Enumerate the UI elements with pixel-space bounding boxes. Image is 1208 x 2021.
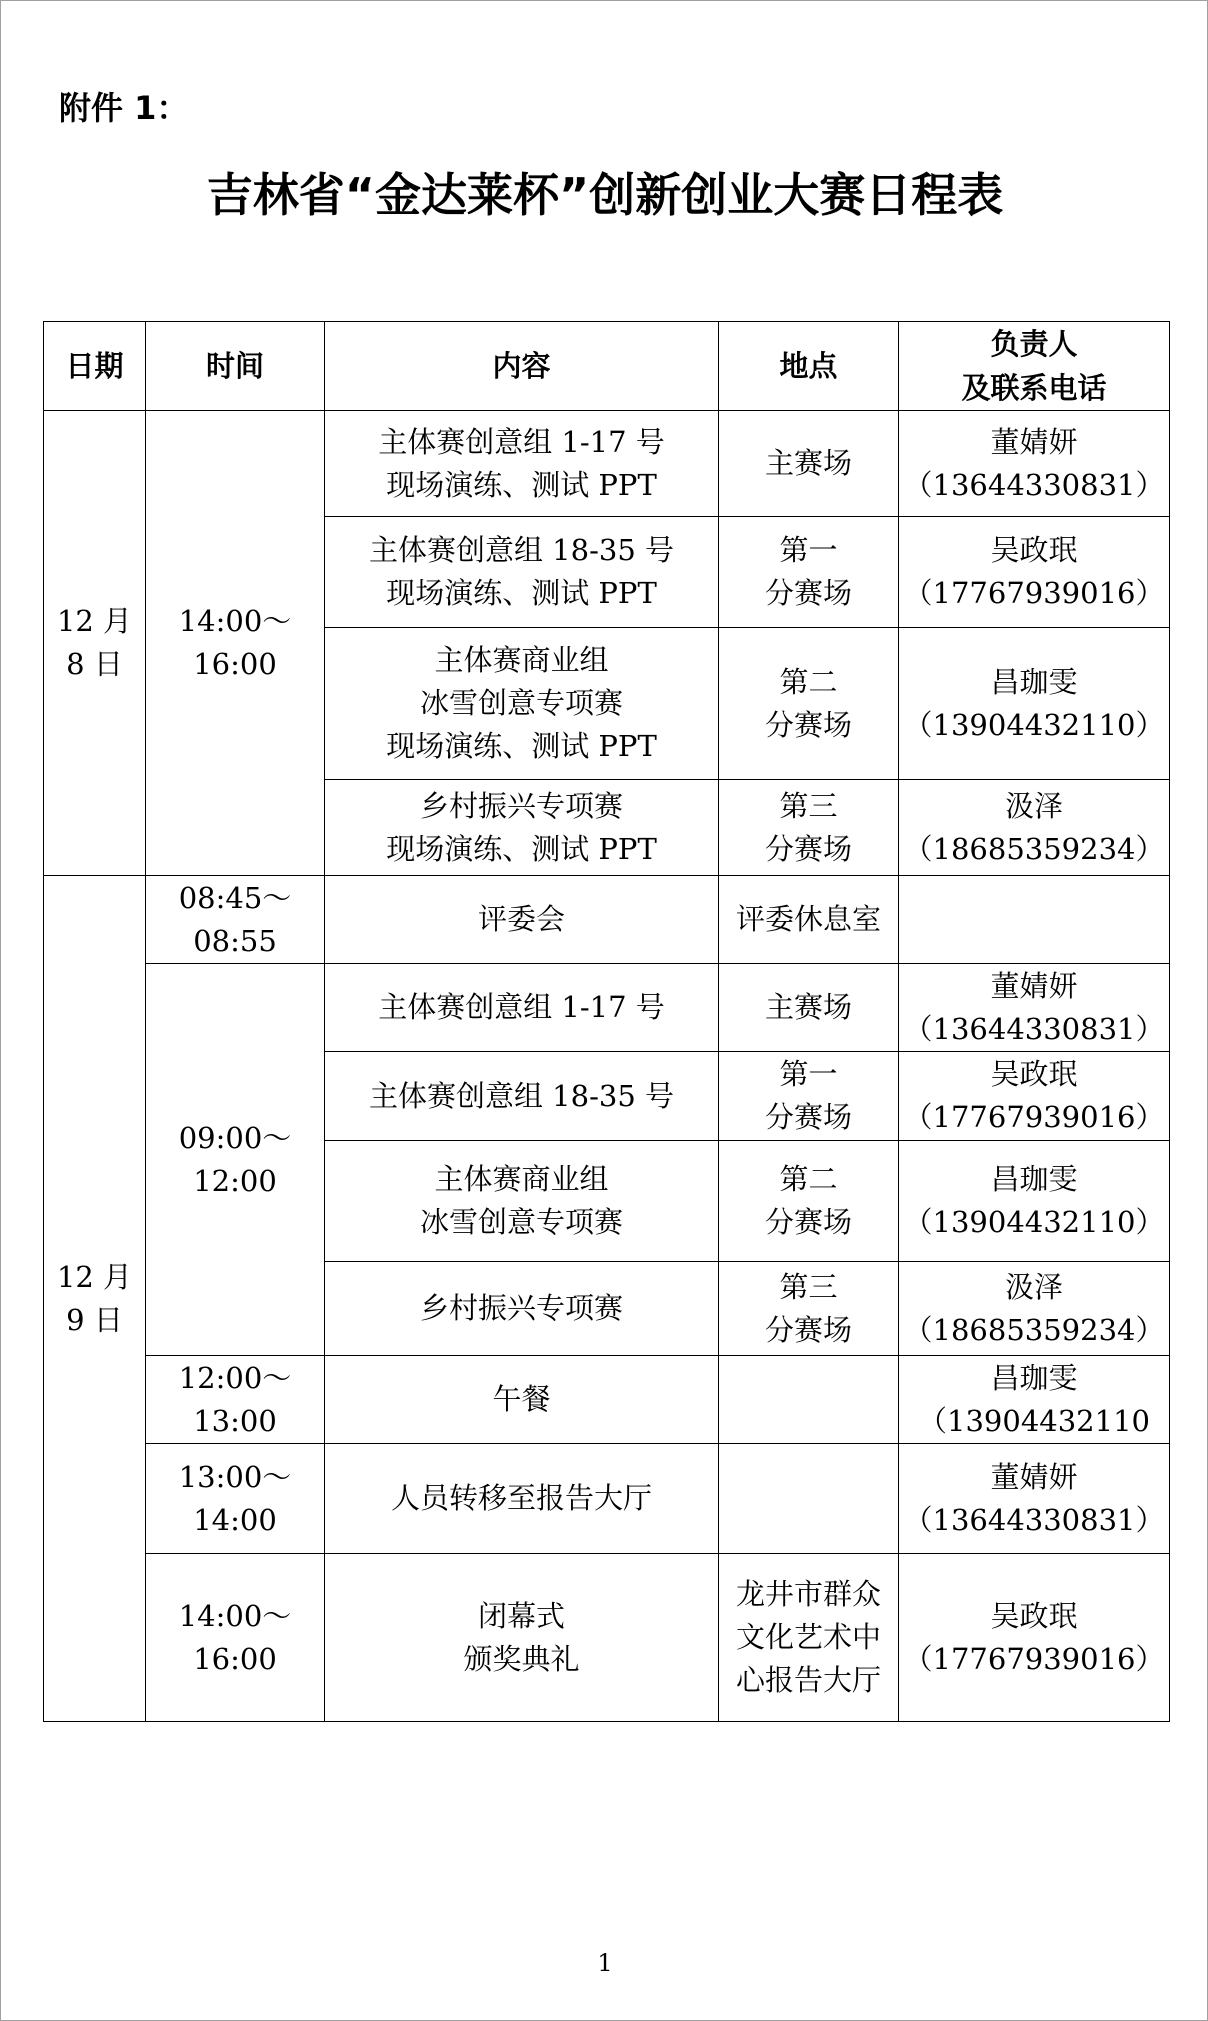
contact-line: 昌珈雯 (990, 1360, 1078, 1395)
content-line: 现场演练、测试 PPT (386, 831, 657, 866)
page-number: 1 (597, 1949, 613, 1977)
header-content: 内容 (325, 322, 719, 411)
contact-cell (899, 1356, 1170, 1444)
content-line: 评委会 (477, 902, 565, 936)
contact-cell (899, 1554, 1170, 1722)
time-cell (146, 411, 325, 876)
venue-cell (719, 1356, 899, 1444)
time-line1: 08:45～ (178, 880, 292, 915)
venue-cell (719, 1554, 899, 1722)
time-line2: 16:00 (193, 647, 277, 681)
venue-cell (719, 411, 899, 517)
content-cell (325, 1356, 719, 1444)
time-line1: 13:00～ (178, 1459, 292, 1494)
attachment-label: 附件 1： (59, 89, 189, 127)
date-line2: 9 日 (66, 1302, 123, 1337)
venue-line: 第一 (779, 533, 838, 567)
content-cell (325, 1554, 719, 1722)
content-line: 午餐 (492, 1382, 551, 1416)
venue-cell (719, 517, 899, 628)
content-line: 乡村振兴专项赛 (419, 788, 623, 823)
venue-line: 第三 (779, 788, 838, 823)
time-line1: 14:00～ (178, 1598, 292, 1633)
contact-cell (899, 1262, 1170, 1356)
contact-line: （13904432110 (918, 1403, 1150, 1438)
contact-line: 昌珈雯 (990, 664, 1078, 699)
table-row (44, 1554, 1170, 1722)
content-line: 主体赛创意组 1-17 号 (378, 990, 665, 1024)
time-line2: 14:00 (193, 1502, 277, 1537)
content-cell (325, 1052, 719, 1141)
venue-line: 分赛场 (764, 1312, 852, 1347)
content-cell (325, 411, 719, 517)
header-contact-line2: 及联系电话 (961, 371, 1107, 405)
time-cell (146, 964, 325, 1356)
venue-line: 龙井市群众文化艺术中心报告大厅 (735, 1577, 881, 1697)
venue-cell (719, 964, 899, 1052)
venue-line: 第一 (779, 1057, 838, 1091)
content-line: 主体赛商业组 (434, 643, 609, 677)
time-line1: 09:00～ (178, 1120, 292, 1155)
content-cell (325, 517, 719, 628)
contact-line: （13644330831） (903, 1502, 1165, 1537)
venue-cell (719, 1262, 899, 1356)
contact-line: 汲泽 (1004, 788, 1063, 823)
content-line: 现场演练、测试 PPT (386, 576, 657, 610)
time-cell (146, 876, 325, 964)
content-cell (325, 1262, 719, 1356)
time-line2: 12:00 (193, 1163, 277, 1198)
content-line: 主体赛商业组 (434, 1162, 609, 1196)
venue-cell (719, 1444, 899, 1554)
content-cell (325, 876, 719, 964)
time-cell (146, 1356, 325, 1444)
venue-line: 第二 (779, 664, 838, 699)
table-row (44, 411, 1170, 517)
content-cell (325, 628, 719, 780)
header-date: 日期 (44, 322, 146, 411)
venue-cell (719, 780, 899, 876)
contact-cell (899, 1444, 1170, 1554)
contact-line: （13644330831） (903, 1011, 1165, 1046)
content-line: 颁奖典礼 (463, 1641, 580, 1676)
content-line: 闭幕式 (477, 1598, 565, 1633)
schedule-table (43, 321, 1170, 1722)
contact-line: （18685359234） (903, 1312, 1165, 1347)
venue-cell (719, 876, 899, 964)
venue-line: 第二 (779, 1162, 838, 1196)
time-line2: 16:00 (193, 1641, 277, 1676)
time-line2: 08:55 (193, 923, 277, 958)
venue-line: 第三 (779, 1269, 838, 1304)
contact-cell (899, 876, 1170, 964)
venue-cell (719, 1141, 899, 1262)
contact-cell (899, 628, 1170, 780)
contact-line: （17767939016） (903, 1100, 1165, 1134)
contact-line: 吴政珉 (990, 1057, 1078, 1091)
date-line1: 12 月 (56, 1259, 133, 1294)
header-contact (899, 322, 1170, 411)
contact-line: （13904432110） (903, 707, 1165, 742)
header-row (44, 322, 1170, 411)
venue-line: 分赛场 (764, 831, 852, 866)
table-row (44, 876, 1170, 964)
content-line: 主体赛创意组 18-35 号 (368, 533, 675, 567)
contact-line: （17767939016） (903, 1641, 1165, 1676)
header-contact-line1: 负责人 (990, 327, 1078, 361)
date-line2: 8 日 (66, 647, 123, 681)
venue-line: 评委休息室 (735, 902, 881, 936)
date-line1: 12 月 (56, 604, 133, 638)
time-cell (146, 1444, 325, 1554)
date-cell (44, 411, 146, 876)
time-line1: 14:00～ (178, 604, 292, 638)
content-line: 人员转移至报告大厅 (390, 1481, 652, 1515)
contact-line: （13904432110） (903, 1205, 1165, 1239)
venue-line: 主赛场 (764, 990, 852, 1024)
content-line: 乡村振兴专项赛 (419, 1291, 623, 1325)
contact-line: 汲泽 (1004, 1269, 1063, 1304)
date-cell (44, 876, 146, 1722)
contact-line: （17767939016） (903, 576, 1165, 610)
contact-line: 董婧妍 (990, 424, 1078, 459)
venue-line: 分赛场 (764, 576, 852, 610)
header-time: 时间 (146, 322, 325, 411)
content-cell (325, 964, 719, 1052)
content-cell (325, 1444, 719, 1554)
table-row (44, 1356, 1170, 1444)
header-venue: 地点 (719, 322, 899, 411)
contact-cell (899, 780, 1170, 876)
venue-line: 分赛场 (764, 1100, 852, 1134)
venue-line: 主赛场 (764, 446, 852, 480)
content-cell (325, 780, 719, 876)
contact-line: （13644330831） (903, 467, 1165, 502)
contact-cell (899, 517, 1170, 628)
contact-line: 吴政珉 (990, 1598, 1078, 1633)
contact-cell (899, 1141, 1170, 1262)
content-line: 现场演练、测试 PPT (386, 729, 657, 763)
content-line: 现场演练、测试 PPT (386, 467, 657, 502)
contact-line: 董婧妍 (990, 968, 1078, 1003)
time-cell (146, 1554, 325, 1722)
page-title: 吉林省“金达莱杯”创新创业大赛日程表 (206, 168, 1004, 222)
content-cell (325, 1141, 719, 1262)
venue-cell (719, 628, 899, 780)
time-line1: 12:00～ (178, 1360, 292, 1395)
contact-line: （18685359234） (903, 831, 1165, 866)
content-line: 冰雪创意专项赛 (419, 686, 623, 720)
venue-line: 分赛场 (764, 1205, 852, 1239)
time-line2: 13:00 (193, 1403, 277, 1438)
content-line: 主体赛创意组 18-35 号 (368, 1078, 675, 1113)
venue-cell (719, 1052, 899, 1141)
content-line: 冰雪创意专项赛 (419, 1205, 623, 1239)
venue-line: 分赛场 (764, 707, 852, 742)
contact-cell (899, 411, 1170, 517)
contact-line: 董婧妍 (990, 1459, 1078, 1494)
contact-line: 昌珈雯 (990, 1162, 1078, 1196)
table-row (44, 964, 1170, 1052)
contact-line: 吴政珉 (990, 533, 1078, 567)
contact-cell (899, 1052, 1170, 1141)
table-row (44, 1444, 1170, 1554)
contact-cell (899, 964, 1170, 1052)
content-line: 主体赛创意组 1-17 号 (378, 424, 665, 459)
